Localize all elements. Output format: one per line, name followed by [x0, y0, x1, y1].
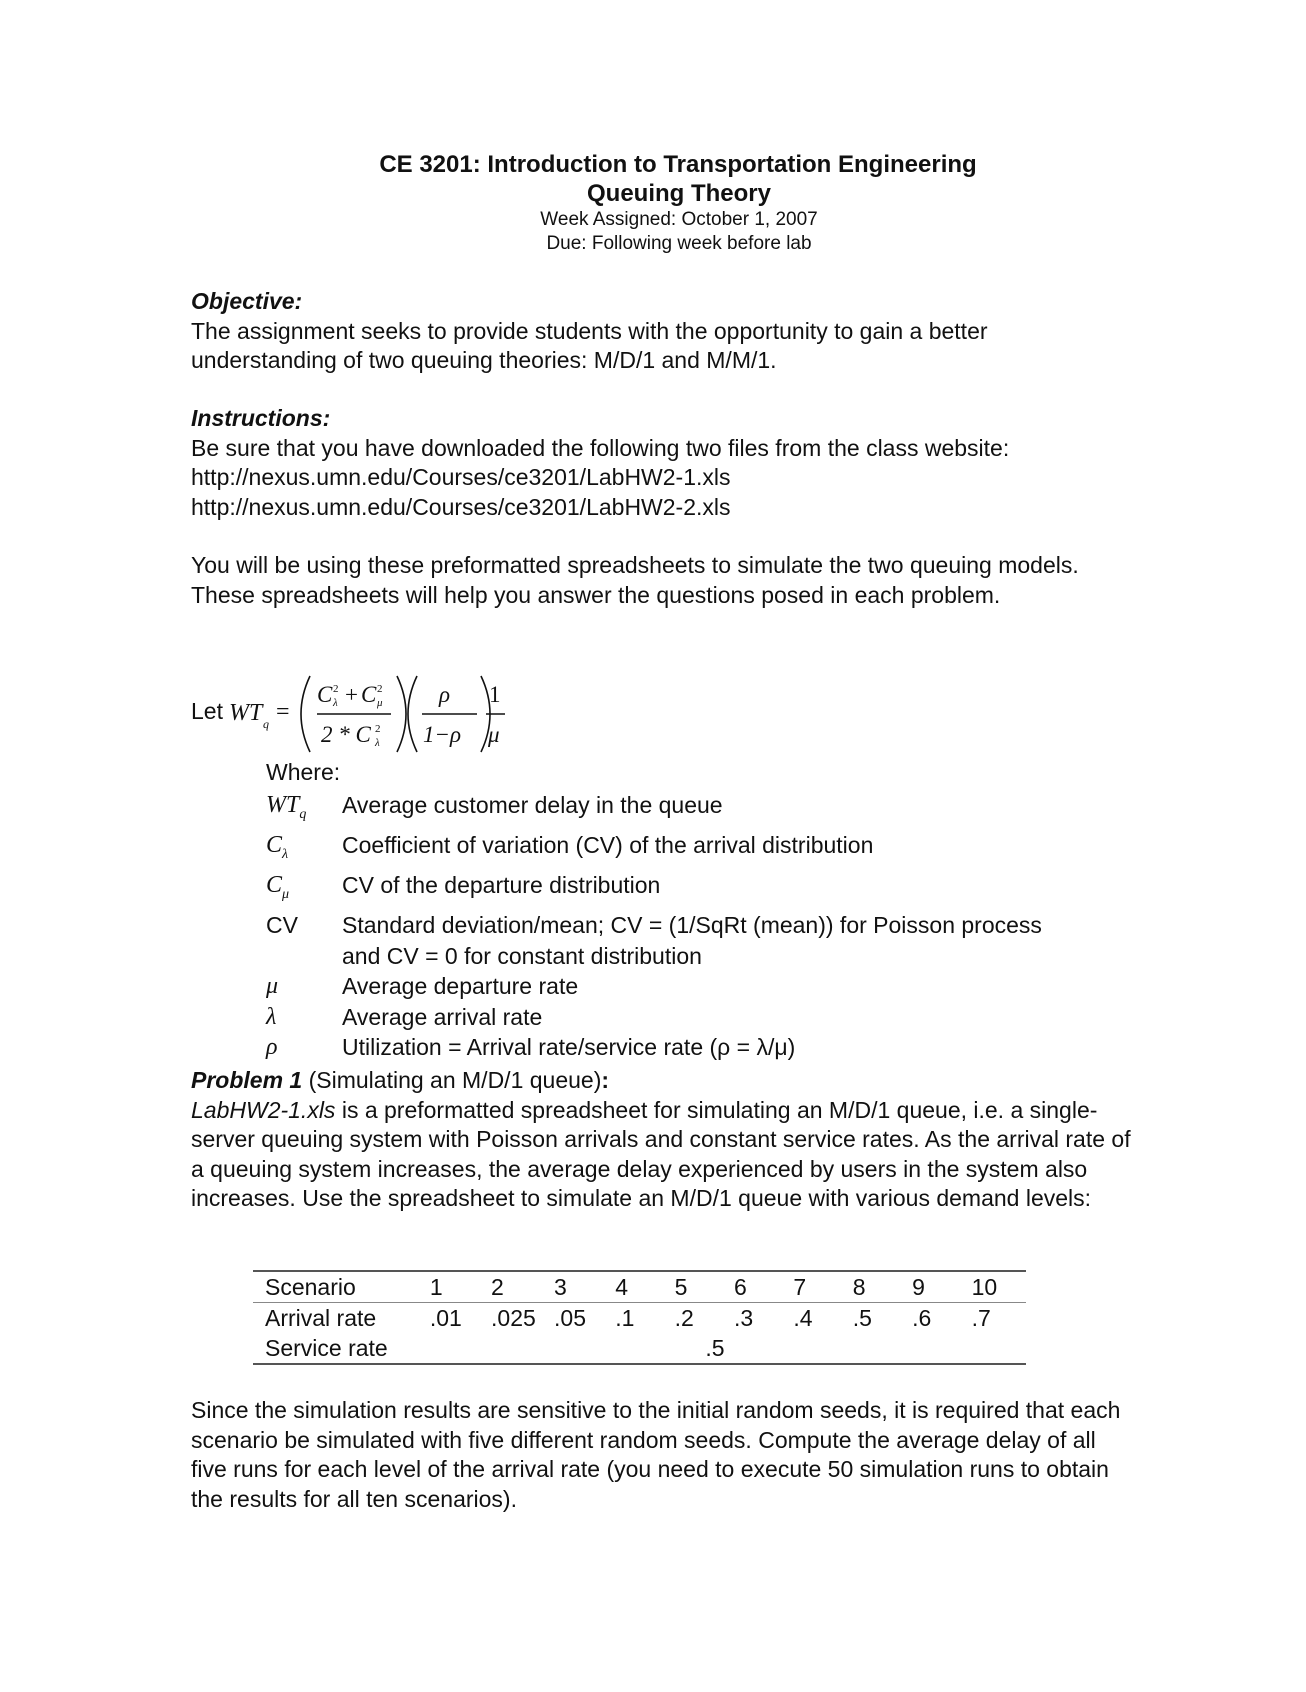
table-cell: .6 [906, 1303, 965, 1334]
formula-svg [227, 670, 787, 762]
definition-symbol: μ [266, 973, 279, 1000]
table-cell: 3 [548, 1271, 609, 1303]
objective-section [191, 287, 1131, 376]
problem-1-title: (Simulating an M/D/1 queue) [302, 1067, 602, 1093]
table-cell: .1 [609, 1303, 668, 1334]
table-cell: 8 [847, 1271, 906, 1303]
table-cell: .5 [847, 1303, 906, 1334]
where-label: Where: [266, 759, 341, 785]
table-cell: 1 [424, 1271, 485, 1303]
rho-num: ρ [439, 682, 451, 707]
table-cell: .3 [728, 1303, 787, 1334]
table-cell: .2 [669, 1303, 728, 1334]
formula-let: Let [191, 698, 223, 724]
table-row [253, 1333, 1026, 1364]
num-c-mu-sub: μ [377, 697, 383, 709]
problem-1-section [191, 1066, 1131, 1214]
table-cell: .01 [424, 1303, 485, 1334]
instructions-section [191, 404, 1131, 522]
definition-text: Standard deviation/mean; CV = (1/SqRt (mean)) for Poisson process and CV = 0 for constant distribution [342, 912, 1042, 969]
paren-left-1 [301, 676, 310, 752]
table-cell: 7 [787, 1271, 846, 1303]
usage-text: You will be using these preformatted spreadsheets to simulate the two queuing models. These spreadsheets will help you answer the questions posed in each problem. [191, 552, 1079, 608]
week-assigned: Week Assigned: October 1, 2007 [540, 209, 818, 230]
table-row [253, 1303, 1026, 1334]
service-rate-label: Service rate [253, 1333, 424, 1364]
table-cell: 10 [966, 1271, 1026, 1303]
table-cell: .7 [966, 1303, 1026, 1334]
objective-text: The assignment seeks to provide students with the opportunity to gain a better understanding of two queuing theories: M/D/1 and M/M/1. [191, 317, 988, 373]
course-title: CE 3201: Introduction to Transportation Engineering [379, 151, 977, 178]
table-cell: 9 [906, 1271, 965, 1303]
definition-row [266, 790, 1086, 830]
problem-1-body: is a preformatted spreadsheet for simulating an M/D/1 queue, i.e. a single-server queuing system with Poisson arrivals and constant service rates. As the arrival rate of a queuing system increases, the average delay experienced by users in the system also increases. Use the spreadsheet to simulate an M/D/1 queue with various demand levels: [191, 1096, 1131, 1211]
problem-1-file: LabHW2-1.xls [191, 1096, 336, 1123]
delay-formula [191, 670, 791, 758]
objective-heading: Objective: [191, 288, 303, 314]
file-link-1: http://nexus.umn.edu/Courses/ce3201/LabHW2-1.xls [191, 464, 731, 490]
paren-left-2 [408, 676, 417, 752]
formula-lhs: WT [229, 700, 263, 726]
problem-1-text [191, 1096, 1131, 1214]
table-cell: .025 [485, 1303, 548, 1334]
definition-row [266, 971, 1086, 1002]
num-c-lambda-sq: 2 [333, 683, 339, 695]
table-cell: 5 [669, 1271, 728, 1303]
definition-row [266, 830, 1086, 870]
definition-symbol: ρ [266, 1034, 278, 1061]
definitions-list [266, 757, 1086, 1063]
definition-symbol: $C_\mu$ [266, 872, 290, 902]
one-minus-rho: 1−ρ [423, 722, 462, 747]
num-c-mu-sq: 2 [377, 683, 383, 695]
definition-text: Utilization = Arrival rate/service rate (ρ = λ/μ) [342, 1034, 796, 1061]
problem-1-heading [191, 1066, 1131, 1096]
table-cell: 4 [609, 1271, 668, 1303]
closing-paragraph [191, 1396, 1131, 1514]
usage-paragraph [191, 551, 1131, 610]
definition-row [266, 1032, 1086, 1063]
definition-row [266, 870, 1086, 910]
table-row [253, 1271, 1026, 1303]
definition-row [266, 1002, 1086, 1033]
table-cell: 6 [728, 1271, 787, 1303]
closing-text: Since the simulation results are sensitive to the initial random seeds, it is required that each scenario be simulated with five different random seeds. Compute the average delay of all five runs for each level of the arrival rate (you need to execute 50 simulation runs to obtain the results for all ten scenarios). [191, 1397, 1121, 1512]
definition-symbol: $WT_q$ [266, 791, 307, 822]
den-sub: λ [375, 737, 380, 749]
topic-title: Queuing Theory [586, 180, 771, 207]
definition-text: Coefficient of variation (CV) of the arrival distribution [342, 831, 874, 858]
table-cell: .05 [548, 1303, 609, 1334]
table-cell: .4 [787, 1303, 846, 1334]
definition-symbol: $C_\lambda$ [266, 831, 289, 862]
num-plus: + [345, 682, 358, 707]
paren-right-1 [397, 676, 406, 752]
instructions-heading: Instructions: [191, 405, 331, 431]
arrival-rate-label: Arrival rate [253, 1303, 424, 1334]
document-header [0, 150, 1306, 256]
instructions-intro: Be sure that you have downloaded the following two files from the class website: [191, 434, 1010, 461]
table-cell: 2 [485, 1271, 548, 1303]
formula-lhs-sub: q [263, 717, 269, 731]
formula-equals: = [276, 699, 290, 725]
one-num: 1 [489, 682, 501, 707]
definition-symbol: CV [266, 912, 298, 939]
problem-1-label: Problem 1 [191, 1067, 303, 1093]
problem-1-colon: : [601, 1067, 610, 1093]
definition-symbol: λ [266, 1003, 277, 1030]
den-sq: 2 [375, 723, 381, 735]
definition-row [266, 910, 1086, 971]
definition-text: Average customer delay in the queue [342, 791, 723, 818]
due-date: Due: Following week before lab [546, 233, 812, 254]
scenario-label: Scenario [253, 1271, 424, 1303]
definition-text: Average departure rate [342, 973, 579, 1000]
file-link-2: http://nexus.umn.edu/Courses/ce3201/LabHW2-2.xls [191, 493, 731, 520]
service-rate-value: .5 [424, 1333, 1026, 1364]
mu-den: μ [488, 722, 500, 747]
definition-text: CV of the departure distribution [342, 872, 661, 899]
num-c-mu: C [361, 682, 377, 707]
demand-levels-table [253, 1270, 1026, 1365]
definition-text: Average arrival rate [342, 1003, 543, 1030]
den-2c: 2 * C [321, 722, 371, 747]
num-c-lambda: C [317, 682, 333, 707]
num-c-lambda-sub: λ [333, 697, 338, 709]
